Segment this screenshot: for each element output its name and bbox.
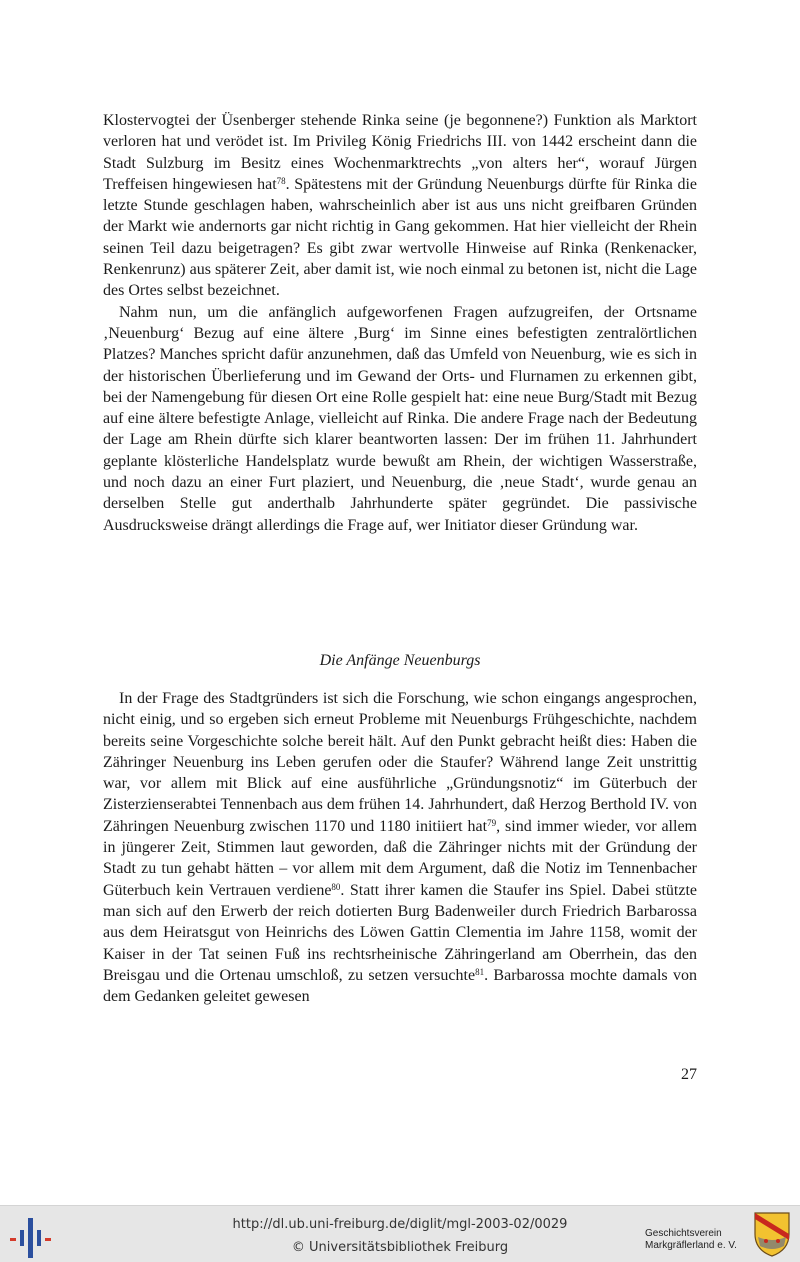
- paragraph-text: Klostervogtei der Üsenberger stehende Rinka seine (je begonnene?) Funktion als Marktort verloren hat und verödet ist. Im Privileg König Friedrichs III. von 1442 erscheint dann die Stadt Sulzburg im Besitz eines Wochenmarktrechts „von alters her“, worauf Jürgen Treffeisen hingewiesen hat: [103, 112, 697, 193]
- page-number: 27: [681, 1066, 697, 1083]
- footnote-ref[interactable]: 78: [276, 175, 286, 186]
- paragraph-text: Nahm nun, um die anfänglich aufgeworfenen Fragen aufzugreifen, der Ortsname ‚Neuenburg‘ Bezug auf eine ältere ‚Burg‘ im Sinne eines befestigten zentralörtlichen Platzes? Manches spricht dafür anzunehmen, daß das Umfeld von Neuenburg, wie es sich in der historischen Überlieferung und im Gewand der Orts- und Flurnamen zu erkennen gibt, bei der Namengebung für diesen Ort eine Rolle gespielt hat: eine neue Burg/Stadt mit Bezug auf eine ältere befestigte Anlage, vielleicht auf Rinka. Die andere Frage nach der Bedeutung der Lage am Rhein dürfte sich klarer beantworten lassen: Der im frühen 11. Jahrhundert geplante klösterliche Handelsplatz wurde bewußt am Rhein, der wichtigen Wasserstraße, und noch dazu an einer Furt plaziert, und Neuenburg, die ‚neue Stadt‘, wurde genau an derselben Stelle gut anderthalb Jahrhunderte später gegründet. Die passivische Ausdrucksweise drängt allerdings die Frage auf, wer Initiator dieser Gründung war.: [103, 303, 697, 534]
- footer-copyright: © Universitätsbibliothek Freiburg: [291, 1240, 509, 1255]
- footnote-ref[interactable]: 81: [475, 966, 485, 977]
- footnote-ref[interactable]: 79: [487, 817, 497, 828]
- paragraph-1: [103, 110, 697, 302]
- society-name: [645, 1228, 755, 1252]
- society-name-line2: Markgräflerland e. V.: [645, 1240, 737, 1251]
- footer-bar: [0, 1205, 800, 1262]
- footer-url-link[interactable]: http://dl.ub.uni-freiburg.de/diglit/mgl-2003-02/0029: [232, 1217, 568, 1232]
- paragraph-2: [103, 302, 697, 536]
- paragraph-text: . Spätestens mit der Gründung Neuenburgs dürfte für Rinka die letzte Stunde geschlagen haben, wahrscheinlich aber ist aus uns nicht greifbaren Gründen der Markt wie andernorts gar nicht richtig in Gang gekommen. Hat hier vielleicht der Rhein seinen Teil dazu beigetragen? Es gibt zwar wertvolle Hinweise auf Rinka (Renkenacker, Renkenrunz) aus späterer Zeit, aber damit ist, wie noch einmal zu betonen ist, nicht die Lage des Ortes selbst bezeichnet.: [103, 175, 698, 300]
- society-name-line1: Geschichtsverein: [645, 1228, 722, 1239]
- paragraph-text: . Statt ihrer kamen die Staufer ins Spiel. Dabei stützte man sich auf den Erwerb der reich dotierten Burg Badenweiler durch Friedrich Barbarossa aus dem Heiratsgut von Heinrichs des Löwen Gattin Clementia im Jahre 1158, womit der Kaiser in der Tat seinen Fuß ins rechtsrheinische Zähringerland am Oberrhein, das den Breisgau und die Ortenau umschloß, zu setzen versuchte: [103, 881, 697, 984]
- body-text-top: [103, 110, 697, 536]
- paragraph-3: [103, 688, 697, 1007]
- section-heading: Die Anfänge Neuenburgs: [319, 652, 481, 669]
- paragraph-text: In der Frage des Stadtgründers ist sich die Forschung, wie schon eingangs angesprochen, nicht einig, und so ergeben sich erneut Probleme mit Neuenburgs Frühgeschichte, nachdem bereits seine Vorgeschichte solche bereit hält. Auf den Punkt gebracht heißt dies: Haben die Zähringer Neuenburg ins Leben gerufen oder die Staufer? Während lange Zeit unstrittig war, vor allem mit Blick auf eine ausführliche „Gründungsnotiz“ im Güterbuch der Zisterzienserabtei Tennenbach aus dem frühen 14. Jahrhundert, daß Herzog Berthold IV. von Zähringen Neuenburg zwischen 1170 und 1180 initiiert hat: [103, 690, 697, 835]
- coat-of-arms-icon[interactable]: [752, 1210, 792, 1258]
- paragraph-text: . Barbarossa mochte damals von dem Gedanken geleitet gewesen: [103, 966, 697, 1006]
- body-text-bottom: [103, 688, 697, 1007]
- paragraph-text: , sind immer wieder, vor allem in jüngerer Zeit, Stimmen laut geworden, daß die Zähringer nichts mit der Gründung der Stadt zu tun gehabt hätten – vor allem mit dem Argument, daß die Notiz im Tennenbacher Güterbuch kein Vertrauen verdiene: [103, 817, 697, 899]
- footnote-ref[interactable]: 80: [331, 881, 341, 892]
